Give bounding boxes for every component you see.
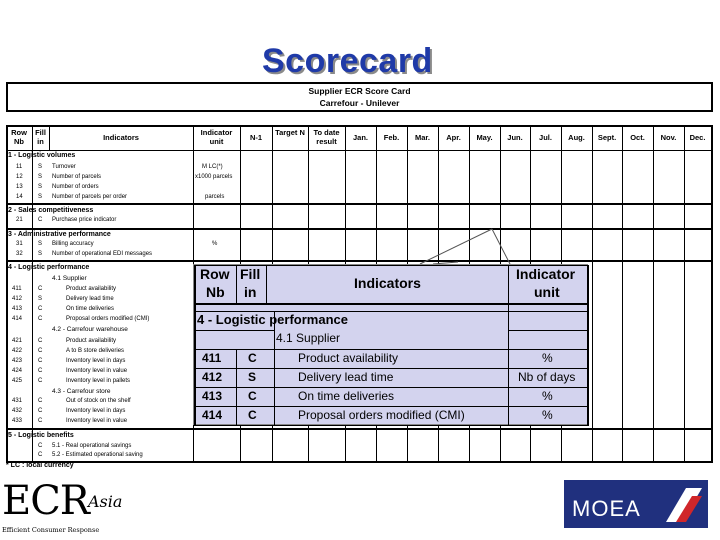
row-nb: 431 [12, 398, 23, 404]
zoom-row-unit: Nb of days [518, 370, 576, 384]
zoom-header-in: in [244, 284, 257, 300]
row-fill: C [38, 338, 43, 344]
row-indicator: Number of orders [52, 184, 99, 190]
row-nb: 412 [12, 296, 23, 302]
row-fill: C [38, 378, 43, 384]
row-fill: S [38, 241, 43, 247]
row-fill: S [38, 296, 43, 302]
col-month: Jul. [539, 133, 552, 142]
zoom-row-fill: S [248, 370, 257, 384]
row-nb: 12 [16, 174, 23, 180]
col-month: Oct. [630, 133, 645, 142]
moea-logo [564, 480, 708, 528]
ecr-asia-logo [2, 478, 132, 540]
row-fill: C [38, 348, 43, 354]
zoom-row-nb: 412 [202, 370, 223, 384]
row-fill: C [38, 358, 43, 364]
section-title: 5 - Logistic benefits [8, 432, 74, 439]
zoom-row-unit: % [542, 389, 553, 403]
col-month: Jan. [352, 133, 368, 142]
zoom-header-indicators: Indicators [354, 275, 421, 291]
col-month: Apr. [446, 133, 461, 142]
row-fill: C [38, 418, 43, 424]
row-fill: S [38, 184, 43, 190]
col-month: Aug. [568, 133, 585, 142]
row-fill: C [38, 306, 43, 312]
row-indicator: A to B store deliveries [66, 348, 125, 354]
row-indicator: Number of parcels per order [52, 194, 128, 200]
row-indicator: Product availability [66, 286, 117, 292]
page-title: Scorecard [262, 42, 433, 80]
zoom-header-nb: Nb [206, 284, 225, 300]
col-month: Dec. [689, 133, 706, 142]
zoom-row-nb: 411 [202, 351, 222, 365]
row-nb: 11 [16, 164, 23, 170]
col-month: Sept. [597, 133, 617, 142]
row-fill: C [38, 368, 43, 374]
row-nb: 31 [16, 241, 23, 247]
moea-logo-text: MOEA [572, 496, 641, 521]
col-to-date: To date result [313, 128, 340, 146]
zoom-section-title: 4 - Logistic performance [197, 312, 348, 327]
row-fill: C [38, 286, 43, 292]
row-nb: 422 [12, 348, 23, 354]
row-indicator: On time deliveries [66, 306, 115, 312]
row-indicator: 5.1 - Real operational savings [52, 443, 132, 449]
row-indicator: Out of stock on the shelf [66, 398, 131, 404]
row-fill: S [38, 164, 43, 170]
zoom-row-unit: % [542, 408, 553, 422]
row-nb: 32 [16, 251, 23, 257]
zoom-row-indicator: Delivery lead time [298, 370, 394, 384]
row-indicator: Inventory level in pallets [66, 378, 131, 384]
col-row-nb: Row Nb [11, 128, 27, 146]
scorecard-header [6, 82, 713, 112]
subsection-title: 4.3 - Carrefour store [52, 388, 111, 395]
subsection-title: 4.1 Supplier [52, 275, 87, 282]
zoom-subsection-title: 4.1 Supplier [276, 331, 341, 345]
col-indicators: Indicators [103, 133, 139, 142]
row-fill: S [38, 174, 43, 180]
section-title: 4 - Logistic performance [8, 264, 90, 271]
row-fill: C [38, 316, 43, 322]
row-nb: 423 [12, 358, 23, 364]
row-indicator: Number of parcels [52, 174, 102, 180]
row-indicator: Product availability [66, 338, 117, 344]
zoom-row-indicator: On time deliveries [298, 389, 395, 403]
section-title: 1 - Logistic volumes [8, 152, 76, 159]
zoom-row-fill: C [248, 408, 257, 422]
zoom-row-nb: 414 [202, 408, 223, 422]
ecr-logo-text: ECR [2, 478, 89, 524]
row-indicator: Inventory level in value [66, 418, 128, 424]
row-indicator: Turnover [52, 164, 76, 170]
row-nb: 414 [12, 316, 23, 322]
row-fill: C [38, 398, 43, 404]
row-unit: % [212, 241, 218, 247]
row-indicator: Purchase price indicator [52, 217, 117, 223]
footnote: * LC : local currency [6, 462, 74, 469]
row-nb: 424 [12, 368, 23, 374]
row-fill: C [38, 217, 43, 223]
zoomed-excerpt [193, 264, 588, 425]
row-unit: x1000 parcels [195, 174, 233, 180]
row-unit: M LC(*) [202, 164, 223, 170]
col-fill-in: Fill in [35, 128, 46, 146]
row-fill: C [38, 443, 43, 449]
header-title: Supplier ECR Score Card [308, 86, 411, 96]
row-nb: 413 [12, 306, 23, 312]
col-month: Jun. [507, 133, 523, 142]
zoom-header-fill: Fill [240, 266, 261, 282]
row-nb: 14 [16, 194, 23, 200]
row-unit: parcels [205, 194, 225, 200]
zoom-row-unit: % [542, 351, 553, 365]
row-nb: 13 [16, 184, 23, 190]
zoom-row-indicator: Product availability [298, 351, 399, 365]
row-indicator: 5.2 - Estimated operational saving [52, 452, 143, 458]
row-indicator: Inventory level in value [66, 368, 128, 374]
row-nb: 433 [12, 418, 23, 424]
row-indicator: Delivery lead time [66, 296, 114, 302]
row-fill: C [38, 408, 43, 414]
row-nb: 21 [16, 217, 23, 223]
subsection-title: 4.2 - Carrefour warehouse [52, 326, 128, 333]
row-fill: C [38, 452, 43, 458]
zoom-row-indicator: Proposal orders modified (CMI) [298, 408, 465, 422]
row-nb: 411 [12, 286, 22, 292]
section-title: 2 - Sales competitiveness [8, 207, 94, 214]
row-indicator: Billing accuracy [52, 241, 94, 247]
row-fill: S [38, 194, 43, 200]
zoom-header-unit2: unit [534, 284, 560, 300]
col-month: Feb. [383, 133, 400, 142]
row-fill: S [38, 251, 43, 257]
col-month: May. [476, 133, 493, 142]
zoom-row-fill: C [248, 351, 257, 365]
col-n-1: N-1 [249, 133, 263, 142]
header-subtitle: Carrefour - Unilever [319, 98, 400, 108]
ecr-logo-asia: Asia [88, 492, 123, 511]
col-month: Nov. [660, 133, 677, 142]
row-nb: 425 [12, 378, 23, 384]
col-indicator-unit: Indicator unit [200, 128, 233, 146]
section-title: 3 - Administrative performance [8, 231, 111, 238]
zoom-row-nb: 413 [202, 389, 223, 403]
col-month: Mar. [414, 133, 430, 142]
row-nb: 421 [12, 338, 23, 344]
moea-emblem-icon [662, 482, 706, 526]
row-indicator: Proposal orders modified (CMI) [66, 316, 150, 322]
ecr-logo-tagline: Efficient Consumer Response [2, 526, 100, 534]
row-indicator: Inventory level in days [66, 358, 126, 364]
row-indicator: Inventory level in days [66, 408, 126, 414]
zoom-row-fill: C [248, 389, 257, 403]
zoom-header-unit1: Indicator [516, 266, 576, 282]
row-nb: 432 [12, 408, 23, 414]
zoom-header-row: Row [200, 266, 230, 282]
row-indicator: Number of operational EDI messages [52, 251, 153, 257]
col-target: Target N [275, 128, 305, 137]
